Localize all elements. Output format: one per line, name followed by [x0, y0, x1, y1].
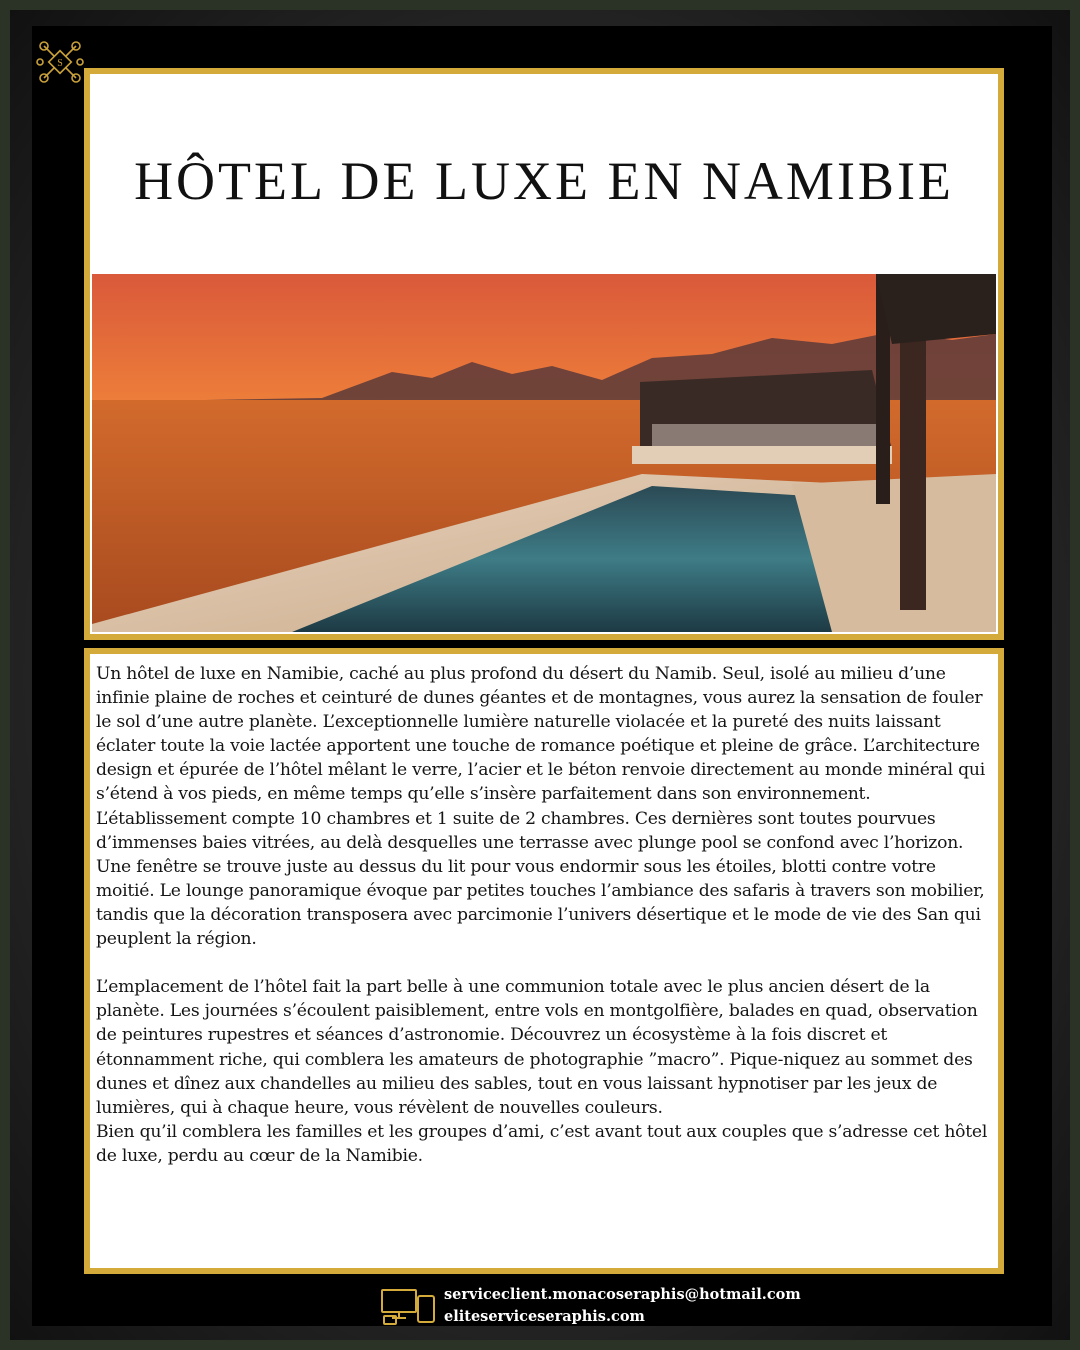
devices-icon — [380, 1286, 438, 1326]
footer-contact — [380, 1284, 800, 1328]
logo-letter: S — [57, 58, 63, 69]
title-panel — [84, 68, 1004, 640]
contact-email[interactable]: serviceclient.monacoseraphis@hotmail.com — [444, 1286, 801, 1303]
description-panel — [84, 648, 1004, 1274]
contact-website[interactable]: eliteserviceseraphis.com — [444, 1308, 645, 1325]
ornamental-keys-monogram-icon — [36, 38, 84, 86]
desert-pool-sunset-photo — [92, 274, 996, 632]
page-title: HÔTEL DE LUXE EN NAMIBIE — [134, 151, 954, 211]
description-text: Un hôtel de luxe en Namibie, caché au plus profond du désert du Namib. Seul, isolé au milieu d’une infinie plaine de roches et ceinturé de dunes géantes et de montagnes, vous aurez la sensation de fouler le sol d’une autre planète. L’exceptionnelle lumière naturelle violacée et la pureté des nuits laissant éclater toute la voie lactée apportent une touche de romance poétique et pleine de grâce. L’architecture design et épurée de l’hôtel mêlant le verre, l’acier et le béton renvoie directement au monde minéral qui s’étend à vos pieds, en même temps qu’elle s’insère parfaitement dans son environnement. L’établissement compte 10 chambres et 1 suite de 2 chambres. Ces dernières sont toutes pourvues d’immenses baies vitrées, au delà desquelles une terrasse avec plunge pool se confond avec l’horizon. Une fenêtre se trouve juste au dessus du lit pour vous endormir sous les étoiles, blotti contre votre moitié. Le lounge panoramique évoque par petites touches l’ambiance des safaris à travers son mobilier, tandis que la décoration transposera avec parcimonie l’univers désertique et le mode de vie des San qui peuplent la région. L’emplacement de l’hôtel fait la part belle à une communion totale avec le plus ancien désert de la planète. Les journées s’écoulent paisiblement, entre vols en montgolfière, balades en quad, observation de peintures rupestres et séances d’astronomie. Découvrez un écosystème à la fois discret et étonnamment riche, qui comblera les amateurs de photographie ”macro”. Pique-niquez au sommet des dunes et dînez aux chandelles au milieu des sables, tout en vous laissant hypnotiser par les jeux de lumières, qui à chaque heure, vous révèlent de nouvelles couleurs. Bien qu’il comblera les familles et les groupes d’ami, c’est avant tout aux couples que s’adresse cet hôtel de luxe, perdu au cœur de la Namibie. — [96, 664, 988, 1166]
